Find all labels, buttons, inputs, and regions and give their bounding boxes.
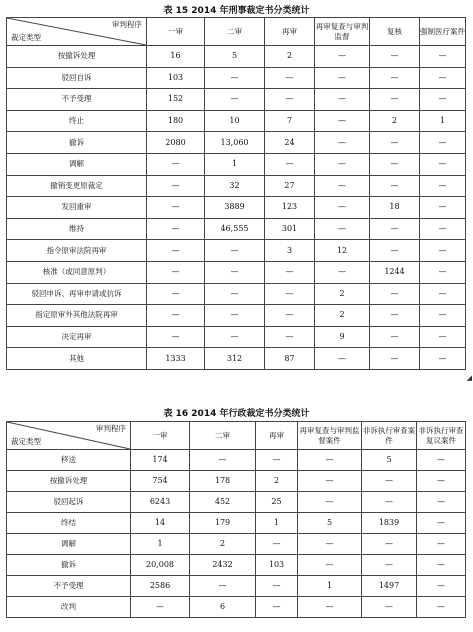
table16-cell: — <box>256 534 298 555</box>
table15-row <box>7 197 466 219</box>
table15-cell: 10 <box>205 110 265 132</box>
table15-cell: 123 <box>265 197 315 219</box>
table15-cell: — <box>370 132 420 154</box>
table16-cell: — <box>417 492 466 513</box>
table15-row <box>7 46 466 68</box>
table16-row-label: 调解 <box>7 534 131 555</box>
table16-cell: 20,008 <box>131 555 190 576</box>
table15-cell: — <box>205 283 265 305</box>
table15-row <box>7 305 466 327</box>
table15-row <box>7 132 466 154</box>
table16-row-label: 按撤诉处理 <box>7 471 131 492</box>
table16 <box>6 421 466 618</box>
table15-cell: — <box>147 240 205 262</box>
table15-corner-cell <box>7 18 147 46</box>
table15-row-label: 不予受理 <box>7 89 147 111</box>
table15-cell: 152 <box>147 89 205 111</box>
table15-row-label: 其他 <box>7 348 147 370</box>
table16-cell: — <box>417 513 466 534</box>
table16-cell: — <box>362 555 417 576</box>
table16-cell: 174 <box>131 450 190 471</box>
table15-cell: — <box>315 89 370 111</box>
table15-cell: 3 <box>265 240 315 262</box>
table15-cell: 103 <box>147 67 205 89</box>
table16-cell: 2 <box>256 471 298 492</box>
table15-cell: — <box>420 261 466 283</box>
table15-cell: — <box>147 261 205 283</box>
table15-cell: — <box>265 283 315 305</box>
table15-cell: — <box>370 89 420 111</box>
table15-row <box>7 261 466 283</box>
table15-cell: 1333 <box>147 348 205 370</box>
table15-row-label: 指令原审法院再审 <box>7 240 147 262</box>
table16-row <box>7 576 466 597</box>
table15-cell: — <box>205 326 265 348</box>
table16-cell: — <box>417 450 466 471</box>
table16-cell: — <box>417 471 466 492</box>
table16-cell: — <box>256 597 298 618</box>
table16-cell: — <box>298 555 362 576</box>
table16-cell: 1 <box>256 513 298 534</box>
table15-cell: — <box>265 326 315 348</box>
table16-col-header: 一审 <box>131 422 190 450</box>
table16-row <box>7 492 466 513</box>
table15-cell: 27 <box>265 175 315 197</box>
table16-cell: — <box>190 576 256 597</box>
table15-cell: — <box>370 326 420 348</box>
table15-row-label: 按撤诉处理 <box>7 46 147 68</box>
table15-row-label: 核准（或同意原判） <box>7 261 147 283</box>
table16-row <box>7 450 466 471</box>
table15-cell: — <box>205 261 265 283</box>
table15-cell: — <box>420 305 466 327</box>
table15-cell: 2 <box>315 283 370 305</box>
table15-cell: — <box>420 326 466 348</box>
table16-cell: — <box>298 597 362 618</box>
table15-cell: 2 <box>315 305 370 327</box>
table15-cell: 312 <box>205 348 265 370</box>
table15-cell: — <box>205 240 265 262</box>
table15-row-label: 撤销变更原裁定 <box>7 175 147 197</box>
table16-cell: 103 <box>256 555 298 576</box>
table15-cell: — <box>315 218 370 240</box>
table16-cell: 2432 <box>190 555 256 576</box>
table15-col-header: 再审 <box>265 18 315 46</box>
table15-row <box>7 175 466 197</box>
table16-cell: 179 <box>190 513 256 534</box>
table15-cell: — <box>265 305 315 327</box>
table15-row-label: 驳回申诉、再审申请或抗诉 <box>7 283 147 305</box>
table16-row <box>7 471 466 492</box>
table15-cell: 16 <box>147 46 205 68</box>
table15 <box>6 17 466 370</box>
table15-cell: 3889 <box>205 197 265 219</box>
table15-cell: — <box>147 326 205 348</box>
table15-row-label: 维持 <box>7 218 147 240</box>
table16-cell: 2 <box>190 534 256 555</box>
table16-cell: 1839 <box>362 513 417 534</box>
table15-cell: 24 <box>265 132 315 154</box>
table15-caption: 表 15 2014 年刑事裁定书分类统计 <box>163 6 310 16</box>
table15-cell: — <box>147 175 205 197</box>
table15-cell: — <box>205 67 265 89</box>
table16-cell: — <box>362 492 417 513</box>
table15-cell: — <box>315 110 370 132</box>
table16-row-label: 驳回起诉 <box>7 492 131 513</box>
table16-col-header: 非诉执行审查案件 <box>362 422 417 450</box>
table15-row-label: 调解 <box>7 153 147 175</box>
table15-cell: — <box>147 197 205 219</box>
table16-cell: 1497 <box>362 576 417 597</box>
table16-cell: 754 <box>131 471 190 492</box>
table15-cell: — <box>370 240 420 262</box>
table16-cell: — <box>417 597 466 618</box>
table15-cell: — <box>315 348 370 370</box>
table15-cell: 32 <box>205 175 265 197</box>
table15-cell: 5 <box>205 46 265 68</box>
table15-cell: — <box>420 283 466 305</box>
table15-col-header: 再审复查与审判监督 <box>315 18 370 46</box>
table15-cell: — <box>420 153 466 175</box>
table16-col-header: 再审复查与审判监督案件 <box>298 422 362 450</box>
table15-row <box>7 348 466 370</box>
table15-corner-top: 审判程序 <box>112 20 142 29</box>
table15-row-label: 撤诉 <box>7 132 147 154</box>
table15-row <box>7 110 466 132</box>
table16-cell: 6243 <box>131 492 190 513</box>
table15-col-header: 强制医疗案件 <box>420 18 466 46</box>
table15-cell: 9 <box>315 326 370 348</box>
table15-col-header: 一审 <box>147 18 205 46</box>
table15-cell: — <box>265 261 315 283</box>
table15-row <box>7 218 466 240</box>
table15-cell: — <box>265 89 315 111</box>
table15-cell: — <box>315 67 370 89</box>
table16-cell: 25 <box>256 492 298 513</box>
table16-cell: — <box>298 492 362 513</box>
table15-corner-bottom: 裁定类型 <box>11 33 41 42</box>
table15-row <box>7 240 466 262</box>
table16-cell: — <box>417 555 466 576</box>
table15-cell: — <box>370 348 420 370</box>
table15-cell: — <box>147 283 205 305</box>
table15-cell: — <box>370 46 420 68</box>
table16-caption: 表 16 2014 年行政裁定书分类统计 <box>163 409 310 419</box>
table16-cell: — <box>298 534 362 555</box>
table16-cell: — <box>362 534 417 555</box>
table15-row-label: 指定原审外其他法院再审 <box>7 305 147 327</box>
table16-row <box>7 513 466 534</box>
table16-cell: 452 <box>190 492 256 513</box>
table16-col-header: 再审 <box>256 422 298 450</box>
table16-row <box>7 555 466 576</box>
table16-row-label: 终结 <box>7 513 131 534</box>
table16-row <box>7 534 466 555</box>
table15-cell: 2 <box>370 110 420 132</box>
table15-cell: — <box>370 305 420 327</box>
table16-row-label: 改判 <box>7 597 131 618</box>
table16-row-label: 移送 <box>7 450 131 471</box>
table15-cell: — <box>420 197 466 219</box>
table15-col-header: 二审 <box>205 18 265 46</box>
table16-cell: 1 <box>298 576 362 597</box>
table15-cell: 7 <box>265 110 315 132</box>
table15-row-label: 发回重审 <box>7 197 147 219</box>
table15-cell: 13,060 <box>205 132 265 154</box>
table16-col-header: 二审 <box>190 422 256 450</box>
table16-cell: — <box>362 471 417 492</box>
table16-cell: 14 <box>131 513 190 534</box>
table16-cell: — <box>190 450 256 471</box>
table15-cell: 2080 <box>147 132 205 154</box>
table15-cell: — <box>147 153 205 175</box>
table16-cell: — <box>417 576 466 597</box>
table16-cell: — <box>298 471 362 492</box>
table15-cell: — <box>370 218 420 240</box>
table15-cell: — <box>370 175 420 197</box>
table15-cell: — <box>315 132 370 154</box>
table15-cell: — <box>147 305 205 327</box>
table15-row-label: 终止 <box>7 110 147 132</box>
table15-row <box>7 153 466 175</box>
table16-cell: — <box>362 597 417 618</box>
table16-cell: — <box>256 576 298 597</box>
table15-row <box>7 67 466 89</box>
table15-cell: — <box>315 261 370 283</box>
table15-cell: 18 <box>370 197 420 219</box>
table15-cell: — <box>147 218 205 240</box>
table15-cell: — <box>205 305 265 327</box>
page-edge-mark: ◢ <box>466 374 472 382</box>
table16-cell: — <box>256 450 298 471</box>
table15-cell: — <box>420 348 466 370</box>
table15-cell: 180 <box>147 110 205 132</box>
table16-cell: — <box>298 450 362 471</box>
table15-cell: 1 <box>205 153 265 175</box>
table15-cell: 12 <box>315 240 370 262</box>
table16-row-label: 不予受理 <box>7 576 131 597</box>
table15-row <box>7 283 466 305</box>
table15-cell: — <box>420 89 466 111</box>
table15-cell: — <box>265 67 315 89</box>
table15-cell: — <box>315 197 370 219</box>
table16-cell: — <box>417 534 466 555</box>
table15-cell: 1244 <box>370 261 420 283</box>
table15-cell: — <box>315 46 370 68</box>
table16-cell: 2586 <box>131 576 190 597</box>
table15-col-header: 复核 <box>370 18 420 46</box>
table16-corner-top: 审判程序 <box>96 424 126 433</box>
table15-row-label: 驳回自诉 <box>7 67 147 89</box>
table15-cell: 1 <box>420 110 466 132</box>
table16-cell: 178 <box>190 471 256 492</box>
table15-cell: — <box>315 175 370 197</box>
table15-cell: — <box>420 240 466 262</box>
table15-cell: — <box>420 175 466 197</box>
table15-row <box>7 89 466 111</box>
table15-cell: — <box>315 153 370 175</box>
table16-cell: 5 <box>362 450 417 471</box>
table16-cell: — <box>131 597 190 618</box>
table16-corner-cell <box>7 422 131 450</box>
table16-cell: 6 <box>190 597 256 618</box>
table15-row <box>7 326 466 348</box>
table16-cell: 5 <box>298 513 362 534</box>
table15-cell: — <box>265 153 315 175</box>
table15-cell: — <box>370 153 420 175</box>
table15-cell: 2 <box>265 46 315 68</box>
table15-cell: — <box>420 46 466 68</box>
table15-cell: 46,555 <box>205 218 265 240</box>
table15-cell: — <box>205 89 265 111</box>
table15-cell: — <box>370 67 420 89</box>
table15-cell: — <box>370 283 420 305</box>
table15-cell: — <box>420 67 466 89</box>
table15-row-label: 决定再审 <box>7 326 147 348</box>
table16-row <box>7 597 466 618</box>
table15-cell: 301 <box>265 218 315 240</box>
table15-cell: 87 <box>265 348 315 370</box>
table16-cell: 1 <box>131 534 190 555</box>
table16-row-label: 撤诉 <box>7 555 131 576</box>
table16-corner-bottom: 裁定类型 <box>11 437 41 446</box>
table16-col-header: 非诉执行审查复议案件 <box>417 422 466 450</box>
table15-cell: — <box>420 218 466 240</box>
table15-cell: — <box>420 132 466 154</box>
